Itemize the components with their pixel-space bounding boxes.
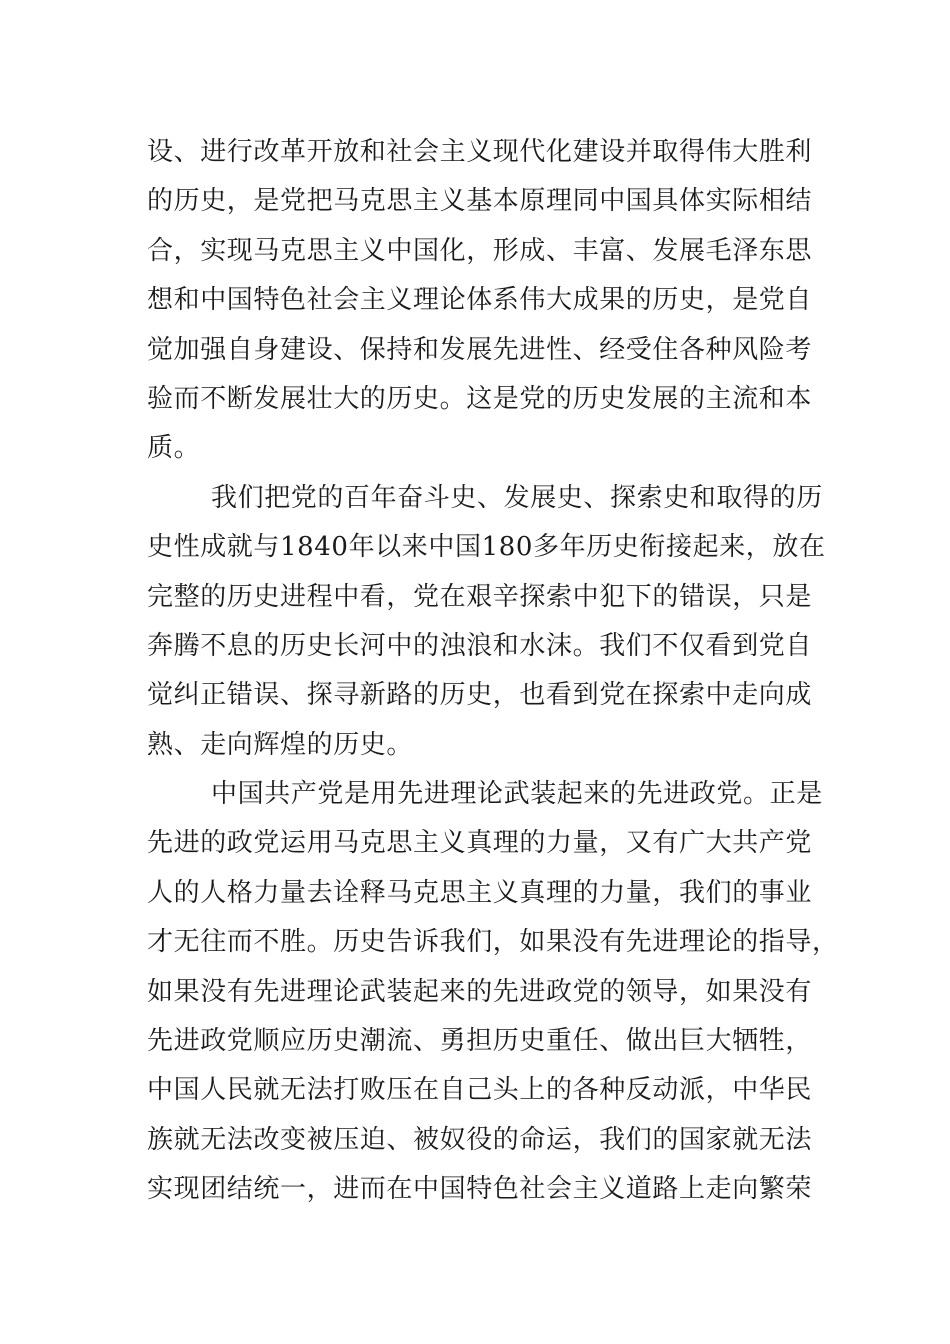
text-line: 先进政党顺应历史潮流、勇担历史重任、做出巨大牺牲， (147, 1026, 813, 1057)
text-line: 我们把党的百年奋斗史、发展史、探索史和取得的历 (211, 482, 823, 513)
text-line: 质。 (147, 433, 201, 464)
text-line: 族就无法改变被压迫、被奴役的命运，我们的国家就无法 (147, 1124, 813, 1155)
text-line: 觉纠正错误、探寻新路的历史，也看到党在探索中走向成 (147, 680, 813, 711)
text-line: 验而不断发展壮大的历史。这是党的历史发展的主流和本 (147, 383, 813, 414)
text-line: 觉加强自身建设、保持和发展先进性、经受住各种风险考 (147, 334, 813, 365)
text-line: 熟、走向辉煌的历史。 (147, 729, 414, 760)
text-line: 合，实现马克思主义中国化，形成、丰富、发展毛泽东思 (147, 235, 813, 266)
text-line: 史性成就与1840年以来中国180多年历史衔接起来，放在 (147, 532, 826, 563)
text-line: 先进的政党运用马克思主义真理的力量，又有广大共产党 (147, 828, 813, 859)
body-text (147, 128, 839, 1215)
text-line: 的历史，是党把马克思主义基本原理同中国具体实际相结 (147, 186, 813, 217)
text-line: 中国人民就无法打败压在自己头上的各种反动派，中华民 (147, 1075, 813, 1106)
text-line: 中国共产党是用先进理论武装起来的先进政党。正是 (211, 779, 823, 810)
text-line: 奔腾不息的历史长河中的浊浪和水沫。我们不仅看到党自 (147, 630, 813, 661)
paragraph-1 (147, 128, 813, 474)
text-line: 完整的历史进程中看，党在艰辛探索中犯下的错误，只是 (147, 581, 813, 612)
text-line: 才无往而不胜。历史告诉我们，如果没有先进理论的指导， (147, 927, 839, 958)
text-line: 设、进行改革开放和社会主义现代化建设并取得伟大胜利 (147, 137, 813, 167)
paragraph-3 (147, 770, 839, 1215)
text-line: 实现团结统一，进而在中国特色社会主义道路上走向繁荣 (147, 1174, 813, 1205)
text-line: 想和中国特色社会主义理论体系伟大成果的历史，是党自 (147, 285, 813, 316)
paragraph-2 (147, 474, 826, 770)
text-line: 人的人格力量去诠释马克思主义真理的力量，我们的事业 (147, 877, 813, 908)
text-line: 如果没有先进理论武装起来的先进政党的领导，如果没有 (147, 976, 813, 1007)
